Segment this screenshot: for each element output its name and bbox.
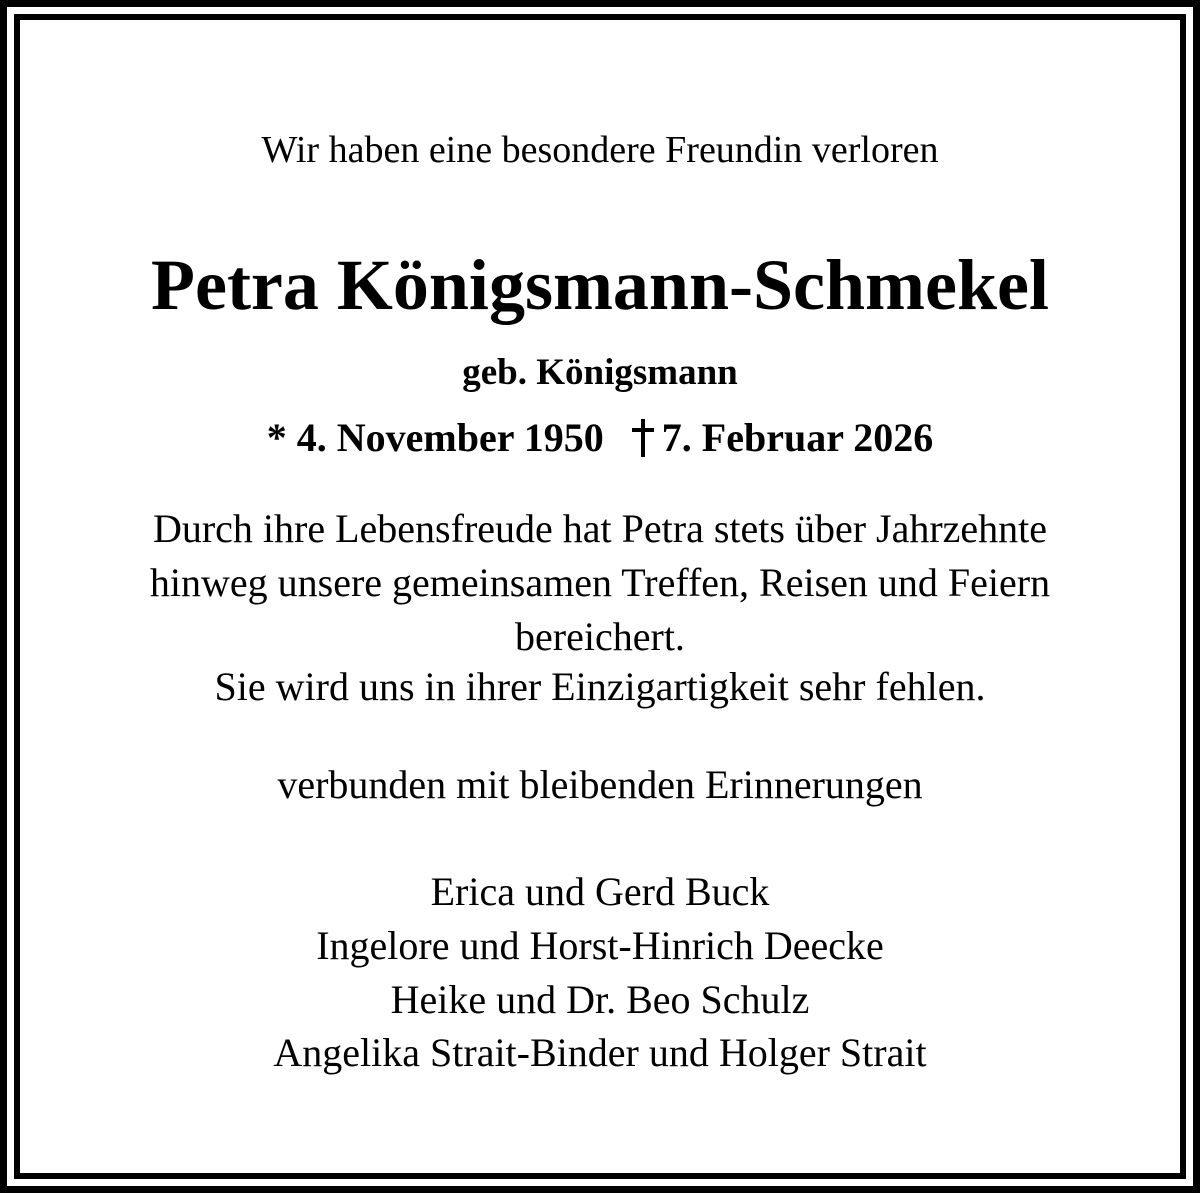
mourner-name: Heike und Dr. Beo Schulz — [390, 977, 810, 1022]
death-date: 7. Februar 2026 — [661, 415, 934, 460]
life-dates — [0, 414, 1200, 462]
birth-date: * 4. November 1950 — [266, 415, 604, 460]
maiden-name: geb. Königsmann — [462, 352, 738, 393]
intro-line: Wir haben eine besondere Freundin verloren — [261, 129, 939, 171]
mourner-name: Ingelore und Horst-Hinrich Deecke — [316, 923, 884, 968]
deceased-name: Petra Königsmann-Schmekel — [151, 245, 1049, 325]
tribute-line: Durch ihre Lebensfreude hat Petra stets über Jahrzehnte — [152, 506, 1048, 551]
tribute-line: bereichert. — [515, 614, 685, 659]
latin-cross-icon — [630, 419, 656, 457]
closing-line: verbunden mit bleibenden Erinnerungen — [277, 762, 923, 807]
tribute-line: hinweg unsere gemeinsamen Treffen, Reisen und Feiern — [149, 560, 1051, 605]
mourner-name: Erica und Gerd Buck — [430, 869, 770, 914]
mourner-name: Angelika Strait-Binder und Holger Strait — [273, 1030, 927, 1075]
tribute-line: Sie wird uns in ihrer Einzigartigkeit sehr fehlen. — [214, 664, 986, 709]
